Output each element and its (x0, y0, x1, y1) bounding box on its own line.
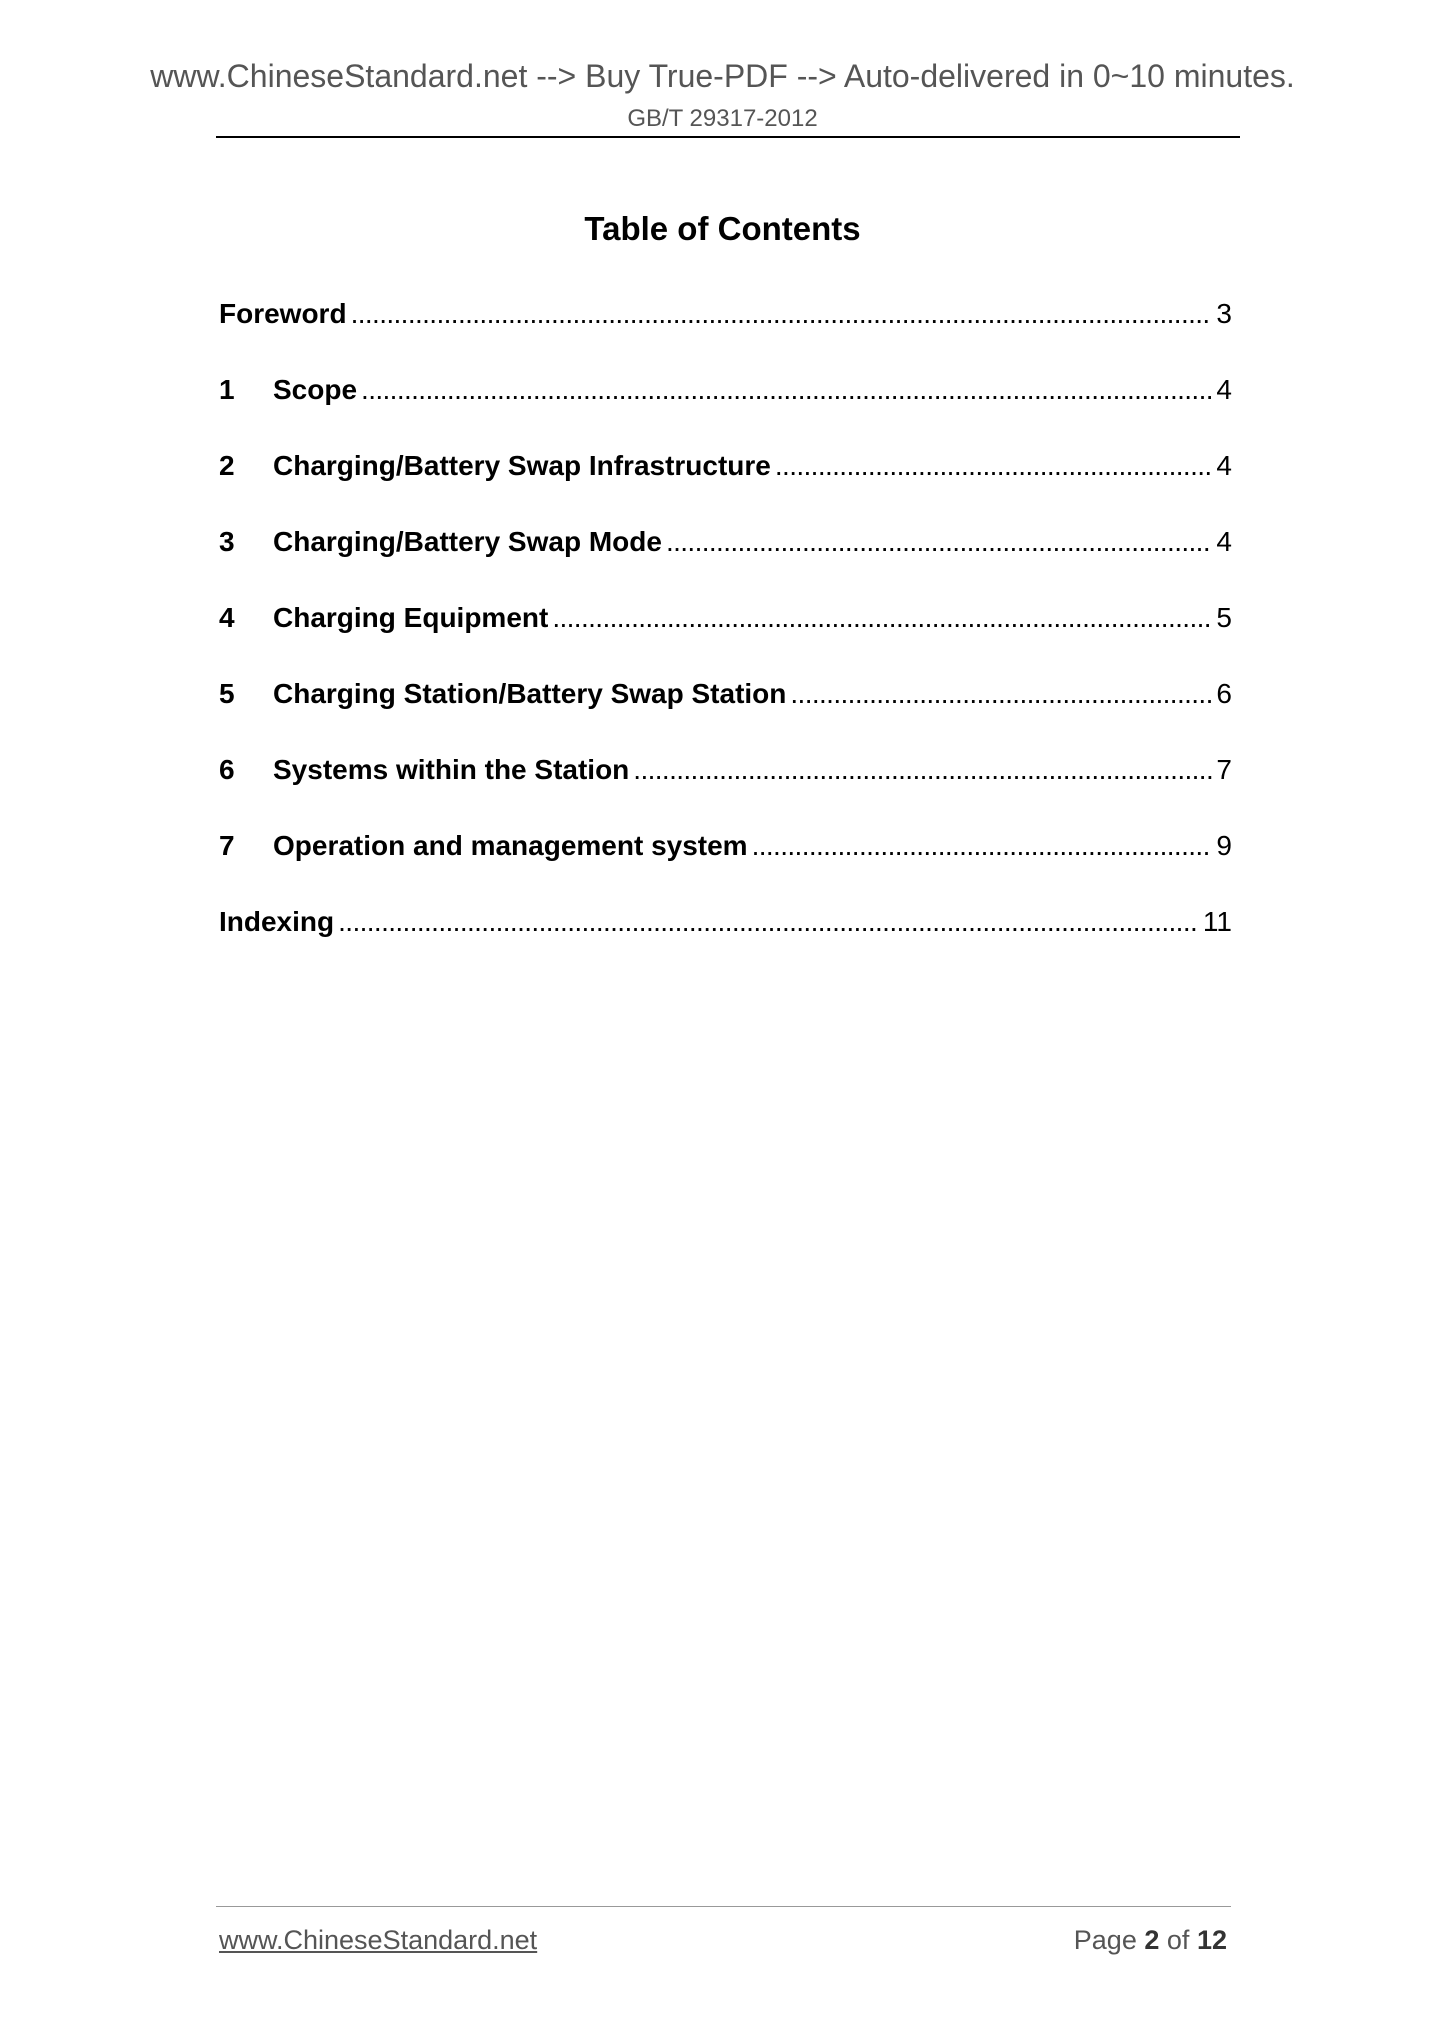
toc-entry-page: 11 (1202, 906, 1232, 937)
toc-dot-leader (790, 674, 1212, 714)
footer-site-link[interactable]: www.ChineseStandard.net (219, 1925, 538, 1955)
toc-entry-label: Charging Station/Battery Swap Station (273, 678, 787, 709)
toc-entry-number: 7 (219, 830, 235, 861)
toc-entry-label: Indexing (219, 906, 335, 937)
toc-entry-label: Foreword (219, 298, 347, 329)
toc-entry-swap-mode[interactable] (219, 522, 1232, 598)
toc-list (219, 294, 1232, 978)
toc-entry-label: Systems within the Station (273, 754, 630, 785)
toc-dot-leader (633, 750, 1212, 790)
toc-dot-leader (552, 598, 1212, 638)
footer-divider (216, 1906, 1231, 1907)
toc-entry-number: 1 (219, 374, 235, 405)
toc-entry-indexing[interactable] (219, 902, 1232, 978)
toc-entry-page: 5 (1216, 602, 1232, 633)
toc-entry-page: 6 (1216, 678, 1232, 709)
toc-entry-page: 9 (1216, 830, 1232, 861)
toc-entry-scope[interactable] (219, 370, 1232, 446)
header-banner: www.ChineseStandard.net --> Buy True-PDF --> Auto-delivered in 0~10 minutes. (150, 58, 1295, 94)
toc-entry-label: Charging Equipment (273, 602, 549, 633)
toc-entry-page: 4 (1216, 526, 1232, 557)
toc-entry-number: 6 (219, 754, 235, 785)
toc-entry-page: 7 (1216, 754, 1232, 785)
toc-entry-page: 4 (1216, 450, 1232, 481)
toc-entry-label: Operation and management system (273, 830, 748, 861)
toc-entry-label: Charging/Battery Swap Mode (273, 526, 662, 557)
header-divider (216, 136, 1240, 138)
toc-entry-foreword[interactable] (219, 294, 1232, 370)
toc-entry-station[interactable] (219, 674, 1232, 750)
toc-entry-label: Scope (273, 374, 358, 405)
toc-entry-systems[interactable] (219, 750, 1232, 826)
toc-dot-leader (666, 522, 1212, 562)
toc-entry-number: 4 (219, 602, 235, 633)
toc-entry-number: 3 (219, 526, 235, 557)
toc-dot-leader (361, 370, 1212, 410)
page-total: 12 (1196, 1925, 1227, 1955)
footer-page-indicator (1074, 1925, 1227, 1956)
toc-entry-page: 4 (1216, 374, 1232, 405)
toc-entry-page: 3 (1216, 298, 1232, 329)
document-code: GB/T 29317-2012 (627, 105, 818, 132)
toc-entry-number: 2 (219, 450, 235, 481)
toc-dot-leader (351, 294, 1213, 334)
toc-entry-charging-equipment[interactable] (219, 598, 1232, 674)
page-prefix: Page (1073, 1925, 1137, 1955)
toc-entry-label: Charging/Battery Swap Infrastructure (273, 450, 771, 481)
toc-dot-leader (752, 826, 1213, 866)
toc-dot-leader (338, 902, 1199, 942)
toc-title: Table of Contents (584, 210, 861, 247)
toc-entry-operation[interactable] (219, 826, 1232, 902)
page-current: 2 (1144, 1925, 1160, 1955)
toc-dot-leader (775, 446, 1213, 486)
toc-entry-infrastructure[interactable] (219, 446, 1232, 522)
toc-entry-number: 5 (219, 678, 235, 709)
page-of: of (1166, 1925, 1190, 1955)
